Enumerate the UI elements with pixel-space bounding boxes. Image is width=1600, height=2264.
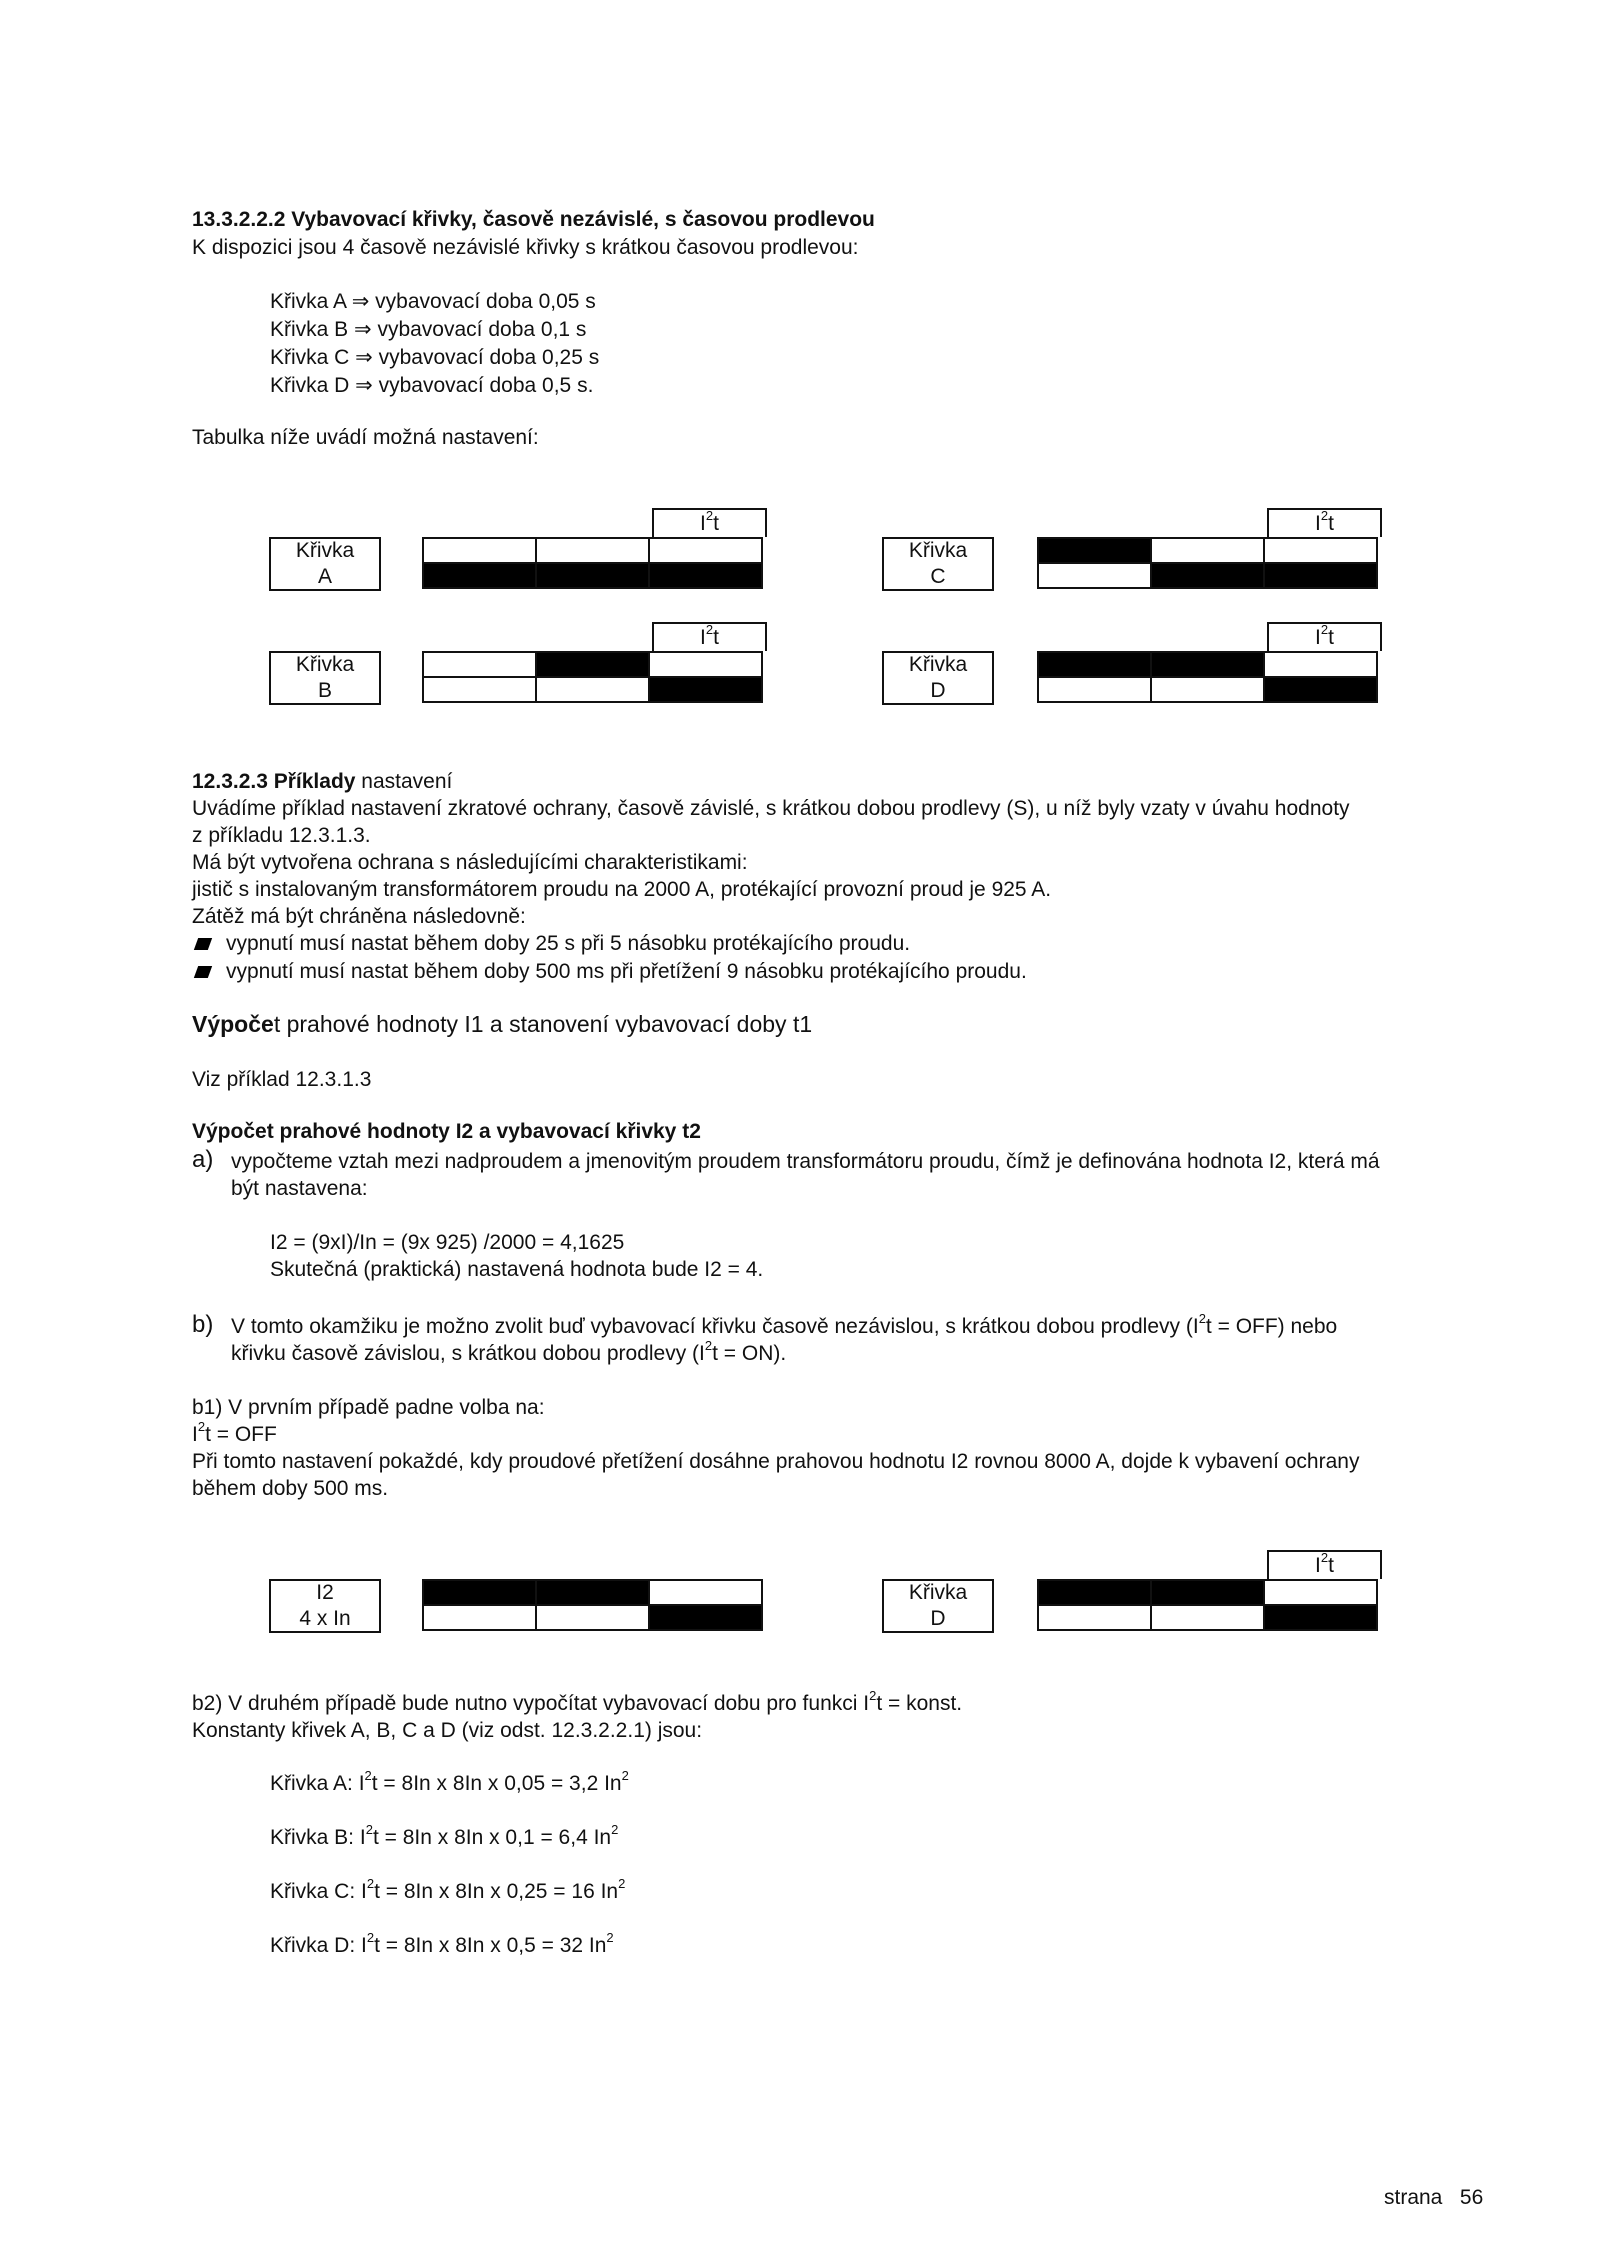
intro-text: K dispozici jsou 4 časově nezávislé křivky s krátkou časovou prodlevou:: [192, 236, 859, 259]
text-part: t = konst.: [876, 1692, 963, 1715]
switch-row-bottom: [1037, 562, 1376, 587]
constant-line: [270, 1770, 629, 1798]
i2-value: 4 x In: [299, 1607, 351, 1630]
curve-line: Křivka D ⇒ vybavovací doba 0,5 s.: [270, 374, 594, 397]
text-part: t = 8In x 8In x 0,25 = 16 In: [374, 1880, 619, 1903]
curve-letter: D: [930, 679, 946, 702]
item-b-line: [231, 1340, 786, 1368]
bullet-item: [196, 958, 1027, 986]
text-part: t = 8In x 8In x 0,5 = 32 In: [374, 1934, 607, 1957]
text-part: křivku časově závislou, s krátkou dobou prodlevy (I: [231, 1342, 705, 1365]
curve-line: Křivka C ⇒ vybavovací doba 0,25 s: [270, 346, 600, 369]
superscript: 2: [621, 1768, 629, 1783]
switch-cell-2: [535, 537, 650, 564]
switch-cell-3: [648, 1579, 763, 1606]
switch-cell-1: [1037, 676, 1152, 703]
curve-letter: C: [930, 565, 946, 588]
switch-cell-3: [648, 1604, 763, 1631]
dip-switch-d: [1037, 651, 1376, 701]
section-heading-12-3-2-3: [192, 768, 452, 796]
switch-cell-1: [1037, 562, 1152, 589]
i2t-header: $I^2t$: [1267, 622, 1382, 651]
switch-cell-3: [1263, 1604, 1378, 1631]
text-part: t = OFF) nebo: [1205, 1315, 1338, 1338]
superscript: 2: [606, 1930, 614, 1945]
curve-label-box-d-second: [882, 1579, 994, 1633]
curve-line: Křivka B ⇒ vybavovací doba 0,1 s: [270, 318, 587, 341]
i2t-header: $I^2t$: [652, 508, 767, 537]
switch-cell-1: [422, 651, 537, 678]
curve-label: Křivka: [908, 1581, 968, 1604]
text-part: Křivka C: I: [270, 1880, 367, 1903]
switch-row-bottom: [422, 676, 761, 701]
switch-cell-3: [648, 562, 763, 589]
curve-letter: D: [930, 1607, 946, 1630]
switch-cell-3: [1263, 562, 1378, 589]
constant-line: [270, 1932, 614, 1960]
switch-cell-1: [1037, 1579, 1152, 1606]
dip-switch-d-second: [1037, 1579, 1376, 1629]
example-line: Uvádíme příklad nastavení zkratové ochrany, časově závislé, s krátkou dobou prodlevy (S), u níž byly vzaty v úvahu hodnoty: [192, 797, 1350, 820]
page-footer: [1384, 2184, 1483, 2212]
switch-cell-3: [648, 651, 763, 678]
constant-line: [270, 1824, 618, 1852]
switch-cell-1: [422, 537, 537, 564]
switch-cell-1: [1037, 651, 1152, 678]
switch-cell-2: [1150, 1604, 1265, 1631]
superscript: 2: [197, 1419, 206, 1434]
b1-line: Při tomto nastavení pokaždé, kdy proudové přetížení dosáhne prahovou hodnotu I2 rovnou 8000 A, dojde k vybavení ochrany: [192, 1450, 1360, 1473]
curve-label-box-d: [882, 651, 994, 705]
calc1-bold-part: Výpoče: [192, 1011, 274, 1037]
switch-row-top: [422, 537, 761, 562]
i2-label: I2: [316, 1581, 334, 1604]
b1-line: [192, 1421, 277, 1449]
text-part: t = ON).: [712, 1342, 787, 1365]
calc1-regular-part: t prahové hodnoty I1 a stanovení vybavovací doby t1: [273, 1011, 813, 1037]
example-line: jistič s instalovaným transformátorem proudu na 2000 A, protékající provozní proud je 925 A.: [192, 878, 1052, 901]
curve-label-box-c: [882, 537, 994, 591]
curve-letter: A: [317, 565, 332, 588]
switch-cell-2: [535, 651, 650, 678]
bullet-icon: [194, 938, 212, 950]
curve-line: Křivka A ⇒ vybavovací doba 0,05 s: [270, 290, 596, 313]
switch-cell-1: [422, 676, 537, 703]
text-part: b2) V druhém případě bude nutno vypočítat vybavovací dobu pro funkci I: [192, 1692, 870, 1715]
curve-label: Křivka: [908, 653, 968, 676]
example-line: z příkladu 12.3.1.3.: [192, 824, 371, 847]
section-heading-13-3-2-2-2: 13.3.2.2.2 Vybavovací křivky, časově nezávislé, s časovou prodlevou: [192, 208, 875, 231]
superscript: 2: [366, 1930, 375, 1945]
switch-cell-1: [1037, 537, 1152, 564]
superscript: 2: [364, 1768, 372, 1783]
i2t-header: $I^2t$: [1267, 508, 1382, 537]
superscript: 2: [869, 1688, 877, 1703]
switch-row-top: [422, 1579, 761, 1604]
switch-row-top: [1037, 1579, 1376, 1604]
superscript: 2: [618, 1876, 626, 1891]
switch-cell-2: [1150, 676, 1265, 703]
switch-cell-2: [535, 676, 650, 703]
b1-line: b1) V prvním případě padne volba na:: [192, 1396, 545, 1419]
bullet-item: [196, 930, 910, 958]
superscript: 2: [1198, 1311, 1206, 1326]
curve-letter: B: [317, 679, 332, 702]
switch-row-bottom: [1037, 1604, 1376, 1629]
bullet-icon: [194, 966, 212, 978]
formula-line: Skutečná (praktická) nastavená hodnota bude I2 = 4.: [270, 1258, 764, 1281]
dip-switch-c: [1037, 537, 1376, 587]
text-part: t = 8In x 8In x 0,1 = 6,4 In: [372, 1826, 612, 1849]
heading-regular-part: nastavení: [355, 770, 453, 793]
switch-cell-3: [1263, 537, 1378, 564]
item-a-line: vypočteme vztah mezi nadproudem a jmenovitým proudem transformátoru proudu, čímž je definována hodnota I2, která má: [231, 1150, 1380, 1173]
switch-cell-2: [535, 1579, 650, 1606]
switch-row-bottom: [422, 1604, 761, 1629]
item-b-marker: b): [192, 1311, 214, 1338]
dip-switch-a: [422, 537, 761, 587]
superscript: 2: [611, 1822, 619, 1837]
constant-line: [270, 1878, 625, 1906]
i2-label-box: [269, 1579, 381, 1633]
switch-row-top: [1037, 537, 1376, 562]
curve-label: Křivka: [908, 539, 968, 562]
switch-cell-3: [1263, 676, 1378, 703]
page-number: 56: [1459, 2186, 1484, 2209]
switch-cell-2: [535, 562, 650, 589]
superscript: 2: [365, 1822, 373, 1837]
text-part: V tomto okamžiku je možno zvolit buď vybavovací křivku časově nezávislou, s krátkou dobou prodlevy (I: [231, 1315, 1199, 1338]
item-a-marker: a): [192, 1146, 214, 1173]
calc2-heading: Výpočet prahové hodnoty I2 a vybavovací křivky t2: [192, 1120, 701, 1143]
switch-cell-2: [1150, 651, 1265, 678]
switch-cell-3: [1263, 651, 1378, 678]
switch-cell-2: [1150, 1579, 1265, 1606]
superscript: 2: [704, 1338, 713, 1353]
switch-cell-1: [422, 562, 537, 589]
switch-cell-2: [535, 1604, 650, 1631]
curve-label-box-b: [269, 651, 381, 705]
see-example-text: Viz příklad 12.3.1.3: [192, 1068, 372, 1091]
switch-row-top: [1037, 651, 1376, 676]
item-b-line: [231, 1313, 1337, 1341]
switch-cell-3: [648, 537, 763, 564]
example-line: Zátěž má být chráněna následovně:: [192, 905, 526, 928]
switch-row-top: [422, 651, 761, 676]
text-part: t = OFF: [205, 1423, 277, 1446]
bullet-text: vypnutí musí nastat během doby 25 s při 5 násobku protékajícího proudu.: [226, 932, 911, 955]
text-part: Křivka B: I: [270, 1826, 366, 1849]
i2t-header: $I^2t$: [1267, 1550, 1382, 1579]
curve-label-box-a: [269, 537, 381, 591]
switch-cell-2: [1150, 562, 1265, 589]
bullet-text: vypnutí musí nastat během doby 500 ms při přetížení 9 násobku protékajícího proudu.: [226, 960, 1027, 983]
text-part: t = 8In x 8In x 0,05 = 3,2 In: [371, 1772, 622, 1795]
calc1-heading: [192, 1010, 812, 1038]
text-part: I: [192, 1423, 198, 1446]
table-intro: Tabulka níže uvádí možná nastavení:: [192, 426, 539, 449]
example-line: Má být vytvořena ochrana s následujícími charakteristikami:: [192, 851, 748, 874]
switch-cell-2: [1150, 537, 1265, 564]
formula-line: I2 = (9xI)/In = (9x 925) /2000 = 4,1625: [270, 1231, 625, 1254]
text-part: Křivka D: I: [270, 1934, 367, 1957]
item-a-line: být nastavena:: [231, 1177, 368, 1200]
curve-label: Křivka: [295, 653, 355, 676]
b1-line: během doby 500 ms.: [192, 1477, 389, 1500]
switch-cell-3: [1263, 1579, 1378, 1606]
switch-row-bottom: [422, 562, 761, 587]
text-part: Křivka A: I: [270, 1772, 365, 1795]
switch-cell-3: [648, 676, 763, 703]
switch-cell-1: [422, 1604, 537, 1631]
switch-cell-1: [422, 1579, 537, 1606]
dip-switch-i2: [422, 1579, 761, 1629]
dip-switch-b: [422, 651, 761, 701]
b2-line: [192, 1690, 962, 1718]
i2t-header: $I^2t$: [652, 622, 767, 651]
superscript: 2: [366, 1876, 375, 1891]
page-label: strana: [1384, 2186, 1443, 2209]
curve-label: Křivka: [295, 539, 355, 562]
b2-line: Konstanty křivek A, B, C a D (viz odst. 12.3.2.2.1) jsou:: [192, 1719, 703, 1742]
switch-row-bottom: [1037, 676, 1376, 701]
switch-cell-1: [1037, 1604, 1152, 1631]
heading-bold-part: 12.3.2.3 Příklady: [192, 770, 356, 793]
